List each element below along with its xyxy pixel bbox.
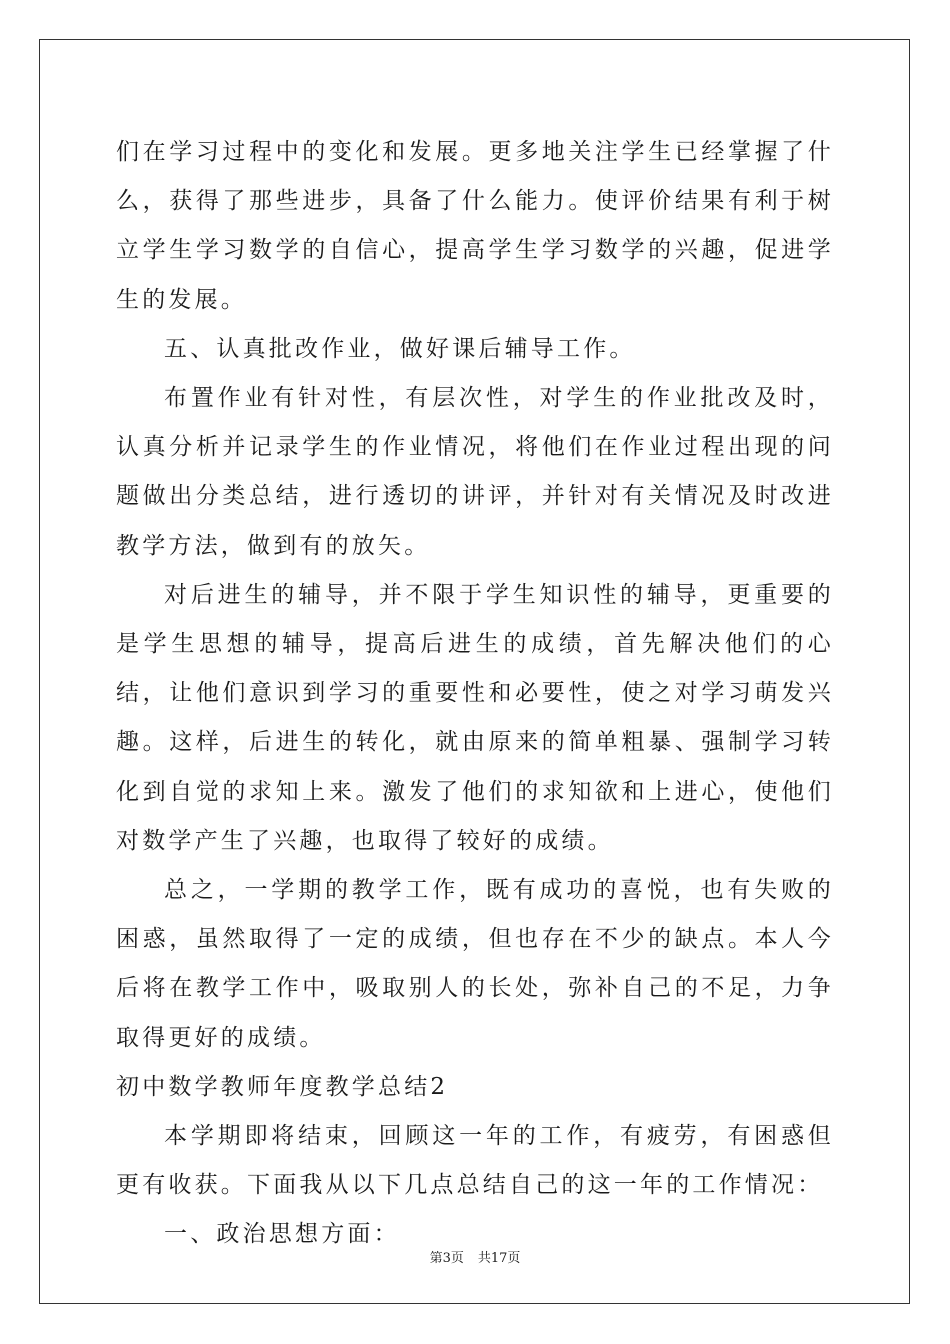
paragraph-5: 总之，一学期的教学工作，既有成功的喜悦，也有失败的困惑，虽然取得了一定的成绩，但也存在不少的缺点。本人今后将在教学工作中，吸取别人的长处，弥补自己的不足，力争取得更好的成绩。	[116, 877, 834, 1051]
paragraph-3: 布置作业有针对性，有层次性，对学生的作业批改及时，认真分析并记录学生的作业情况，将他们在作业过程出现的问题做出分类总结，进行透切的讲评，并针对有关情况及时改进教学方法，做到有的放矢。	[116, 385, 834, 559]
page-number: 第3页	[429, 1251, 464, 1266]
paragraph-2: 五、认真批改作业，做好课后辅导工作。	[164, 335, 636, 362]
page-footer	[0, 1247, 950, 1266]
document-body	[116, 128, 834, 1260]
page-total: 共17页	[477, 1251, 521, 1266]
paragraph-1: 们在学习过程中的变化和发展。更多地关注学生已经掌握了什么，获得了那些进步，具备了什么能力。使评价结果有利于树立学生学习数学的自信心，提高学生学习数学的兴趣，促进学生的发展。	[116, 139, 834, 313]
paragraph-7: 一、政治思想方面：	[164, 1221, 400, 1248]
paragraph-6: 本学期即将结束，回顾这一年的工作，有疲劳，有困惑但更有收获。下面我从以下几点总结自己的这一年的工作情况：	[116, 1123, 834, 1199]
paragraph-4: 对后进生的辅导，并不限于学生知识性的辅导，更重要的是学生思想的辅导，提高后进生的成绩，首先解决他们的心结，让他们意识到学习的重要性和必要性，使之对学习萌发兴趣。这样，后进生的转化，就由原来的简单粗暴、强制学习转化到自觉的求知上来。激发了他们的求知欲和上进心，使他们对数学产生了兴趣，也取得了较好的成绩。	[116, 581, 834, 854]
section-title: 初中数学教师年度教学总结2	[116, 1073, 449, 1100]
